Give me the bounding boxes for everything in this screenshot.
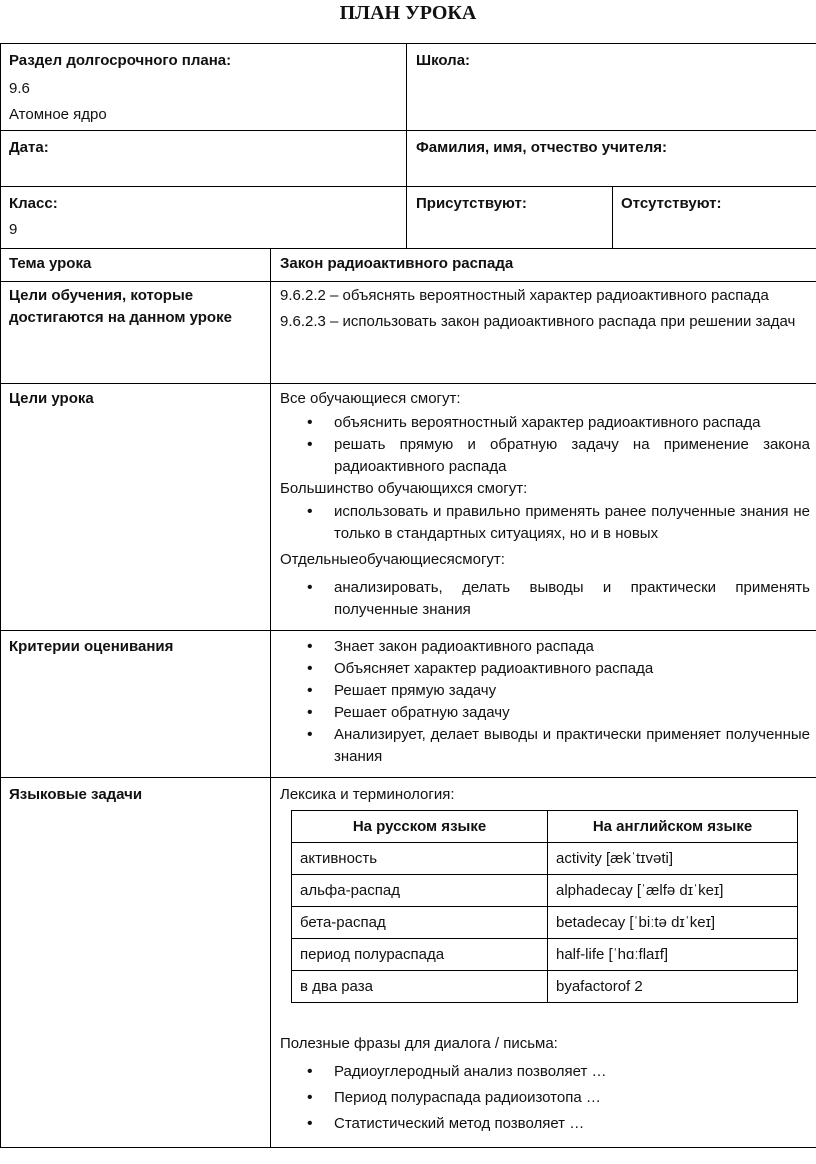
row-divider bbox=[0, 281, 816, 282]
term-en: betadecay [ˈbiːtə dɪˈkeɪ] bbox=[548, 907, 798, 939]
vocabulary-table bbox=[291, 810, 798, 1003]
criteria-item: • Знает закон радиоактивного распада bbox=[280, 636, 810, 658]
column-divider bbox=[270, 248, 271, 1147]
section-label: Раздел долгосрочного плана: bbox=[9, 52, 232, 69]
term-ru: в два раза bbox=[292, 971, 548, 1003]
vocab-intro: Лексика и терминология: bbox=[280, 786, 455, 803]
section-name: Атомное ядро bbox=[9, 106, 107, 123]
date-cell bbox=[9, 137, 399, 159]
column-header: На английском языке bbox=[548, 811, 798, 843]
table-row bbox=[292, 875, 798, 907]
term-ru: активность bbox=[292, 843, 548, 875]
row-divider bbox=[0, 130, 816, 131]
topic-value-cell bbox=[280, 253, 810, 275]
objective-item: 9.6.2.3 – использовать закон радиоактивного распада при решении задач bbox=[280, 313, 796, 330]
section-code: 9.6 bbox=[9, 80, 30, 97]
school-label: Школа: bbox=[416, 52, 471, 69]
teacher-label: Фамилия, имя, отчество учителя: bbox=[416, 139, 667, 156]
topic-value: Закон радиоактивного распада bbox=[280, 255, 514, 272]
vocab-intro-cell bbox=[280, 784, 810, 806]
goals-some-intro: Отдельныеобучающиесясмогут: bbox=[280, 551, 505, 568]
table-row bbox=[292, 971, 798, 1003]
goal-item: • решать прямую и обратную задачу на применение закона радиоактивного распада bbox=[280, 434, 810, 478]
phrases-cell bbox=[280, 1033, 810, 1137]
row-divider bbox=[0, 186, 816, 187]
topic-label: Тема урока bbox=[9, 255, 92, 272]
present-cell bbox=[416, 193, 606, 215]
class-label: Класс: bbox=[9, 195, 58, 212]
present-label: Присутствуют: bbox=[416, 195, 527, 212]
table-row bbox=[292, 939, 798, 971]
objectives-value-cell bbox=[280, 285, 810, 333]
term-ru: альфа-распад bbox=[292, 875, 548, 907]
date-label: Дата: bbox=[9, 139, 49, 156]
row-divider bbox=[0, 248, 816, 249]
term-en: half-life [ˈhɑːflaɪf] bbox=[548, 939, 798, 971]
page-title: ПЛАН УРОКА bbox=[339, 2, 477, 24]
row-divider bbox=[0, 630, 816, 631]
term-en: activity [ækˈtɪvəti] bbox=[548, 843, 798, 875]
column-divider bbox=[612, 186, 613, 248]
criteria-item: • Объясняет характер радиоактивного распада bbox=[280, 658, 810, 680]
goal-item: • объяснить вероятностный характер радиоактивного распада bbox=[280, 412, 810, 434]
criteria-value-cell bbox=[280, 636, 810, 768]
language-label-cell bbox=[9, 784, 264, 806]
term-en: alphadecay [ˈælfə dɪˈkeɪ] bbox=[548, 875, 798, 907]
column-header: На русском языке bbox=[292, 811, 548, 843]
phrase-item: • Статистический метод позволяет … bbox=[280, 1111, 810, 1137]
term-ru: период полураспада bbox=[292, 939, 548, 971]
absent-label: Отсутствуют: bbox=[621, 195, 722, 212]
table-row bbox=[292, 907, 798, 939]
class-cell bbox=[9, 193, 399, 241]
goals-value-cell bbox=[280, 388, 810, 621]
criteria-item: • Анализирует, делает выводы и практически применяет полученные знания bbox=[280, 724, 810, 768]
goals-label-cell bbox=[9, 388, 264, 410]
teacher-cell bbox=[416, 137, 806, 159]
objective-item: 9.6.2.2 – объяснять вероятностный характер радиоактивного распада bbox=[280, 287, 769, 304]
criteria-label: Критерии оценивания bbox=[9, 638, 174, 655]
table-border-top bbox=[0, 43, 816, 44]
goals-label: Цели урока bbox=[9, 390, 94, 407]
column-divider bbox=[406, 43, 407, 248]
table-header-row bbox=[292, 811, 798, 843]
phrase-item: • Радиоуглеродный анализ позволяет … bbox=[280, 1059, 810, 1085]
section-cell bbox=[9, 50, 399, 126]
criteria-item: • Решает прямую задачу bbox=[280, 680, 810, 702]
objectives-label-cell bbox=[9, 285, 264, 329]
goal-item: • анализировать, делать выводы и практически применять полученные знания bbox=[280, 577, 810, 621]
criteria-label-cell bbox=[9, 636, 264, 658]
goal-item: • использовать и правильно применять ранее полученные знания не только в стандартных ситуациях, но и в новых bbox=[280, 501, 810, 545]
objectives-label: Цели обучения, которые достигаются на данном уроке bbox=[9, 287, 232, 326]
criteria-item: • Решает обратную задачу bbox=[280, 702, 810, 724]
phrase-item: • Период полураспада радиоизотопа … bbox=[280, 1085, 810, 1111]
table-row bbox=[292, 843, 798, 875]
topic-label-cell bbox=[9, 253, 264, 275]
term-en: byafactorof 2 bbox=[548, 971, 798, 1003]
table-border-left bbox=[0, 43, 1, 1148]
school-cell bbox=[416, 50, 806, 72]
row-divider bbox=[0, 383, 816, 384]
goals-all-intro: Все обучающиеся смогут: bbox=[280, 390, 461, 407]
row-divider bbox=[0, 777, 816, 778]
phrases-intro: Полезные фразы для диалога / письма: bbox=[280, 1035, 558, 1052]
class-value: 9 bbox=[9, 221, 18, 238]
term-ru: бета-распад bbox=[292, 907, 548, 939]
absent-cell bbox=[621, 193, 811, 215]
table-border-bottom bbox=[0, 1147, 816, 1148]
language-label: Языковые задачи bbox=[9, 786, 143, 803]
goals-most-intro: Большинство обучающихся смогут: bbox=[280, 480, 528, 497]
